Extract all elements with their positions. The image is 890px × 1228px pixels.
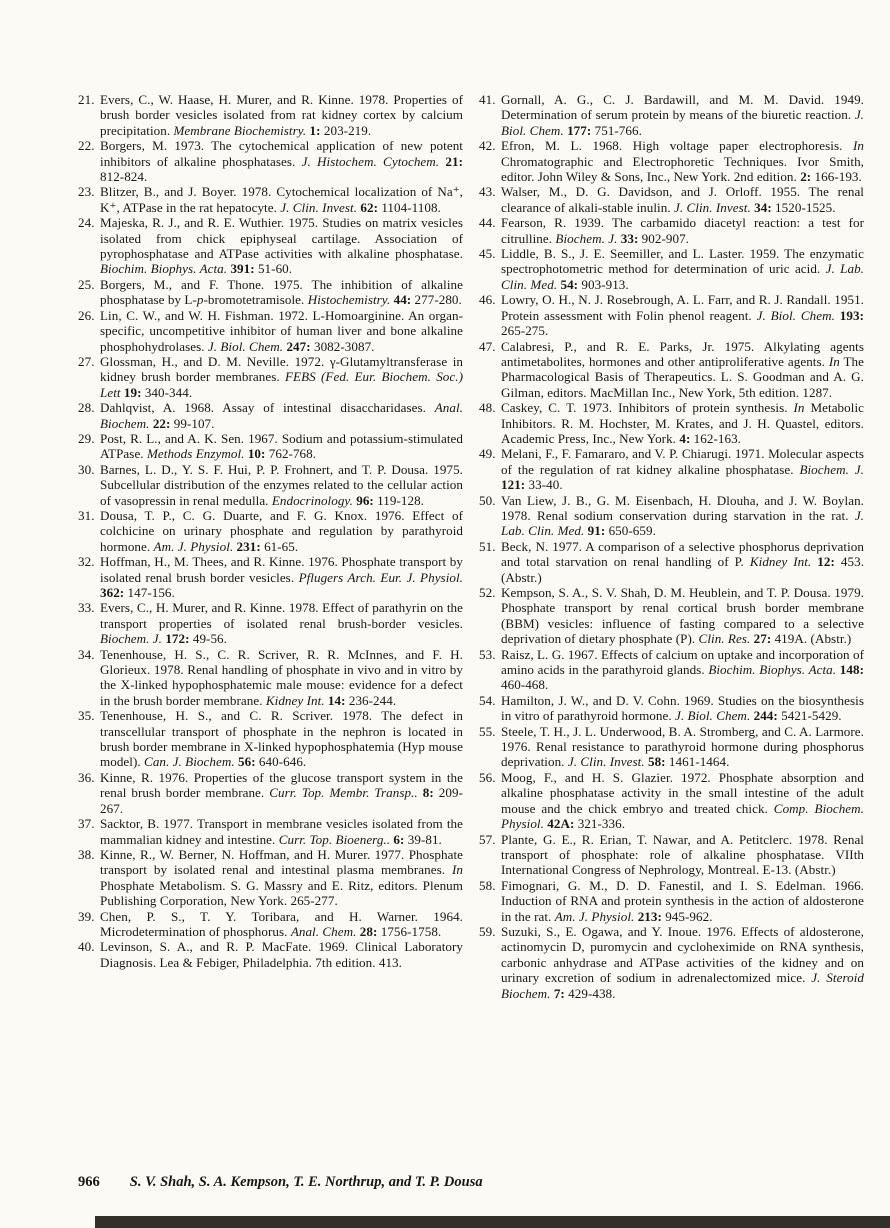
reference-text: Post, R. L., and A. K. Sen. 1967. Sodium and potassium-stimulated ATPase. Methods Enzymol. 10: 762-768. xyxy=(100,430,463,462)
reference-number: 45. xyxy=(479,246,496,262)
reference-item xyxy=(78,215,463,277)
reference-number: 35. xyxy=(78,708,95,724)
reference-item xyxy=(78,184,463,215)
reference-number: 24. xyxy=(78,215,95,231)
reference-number: 42. xyxy=(479,138,496,154)
reference-item xyxy=(479,292,864,338)
reference-item xyxy=(479,246,864,292)
reference-number: 26. xyxy=(78,307,95,323)
reference-item xyxy=(78,462,463,508)
reference-number: 56. xyxy=(479,769,496,785)
reference-item xyxy=(479,539,864,585)
footer-authors: S. V. Shah, S. A. Kempson, T. E. Northrup, and T. P. Dousa xyxy=(129,1174,483,1190)
reference-number: 27. xyxy=(78,353,95,369)
reference-item xyxy=(479,184,864,215)
reference-item xyxy=(479,693,864,724)
reference-number: 22. xyxy=(78,138,95,154)
reference-text: Gornall, A. G., C. J. Bardawill, and M. M. David. 1949. Determination of serum protein by means of the biuretic reaction. J. Biol. Chem. 177: 751-766. xyxy=(501,92,864,138)
reference-item xyxy=(78,431,463,462)
reference-number: 31. xyxy=(78,507,95,523)
reference-text: Kempson, S. A., S. V. Shah, D. M. Heublein, and T. P. Dousa. 1979. Phosphate transport by renal cortical brush border membrane (BBM) vesicles: influence of fasting compared to a selective deprivation of dietary phosphate (P). Clin. Res. 27: 419A. (Abstr.) xyxy=(501,585,864,647)
reference-text: Levinson, S. A., and R. P. MacFate. 1969. Clinical Laboratory Diagnosis. Lea & Febiger, Philadelphia. 7th edition. 413. xyxy=(100,939,463,970)
reference-text: Melani, F., F. Famararo, and V. P. Chiarugi. 1971. Molecular aspects of the regulation of rat kidney alkaline phosphatase. Biochem. J. 121: 33-40. xyxy=(501,446,864,493)
reference-text: Walser, M., D. G. Davidson, and J. Orloff. 1955. The renal clearance of alkali-stable inulin. J. Clin. Invest. 34: 1520-1525. xyxy=(501,184,864,215)
reference-item xyxy=(78,308,463,354)
reference-text: Tenenhouse, H. S., C. R. Scriver, R. R. McInnes, and F. H. Glorieux. 1978. Renal handling of phosphate in vivo and in vitro by the X-linked hypophosphatemic male mouse: evidence for a defect in the brush border membrane. Kidney Int. 14: 236-244. xyxy=(100,646,463,708)
references-column-left xyxy=(78,92,463,970)
reference-number: 57. xyxy=(479,831,496,847)
reference-text: Chen, P. S., T. Y. Toribara, and H. Warner. 1964. Microdetermination of phosphorus. Anal. Chem. 28: 1756-1758. xyxy=(100,908,463,939)
reference-text: Suzuki, S., E. Ogawa, and Y. Inoue. 1976. Effects of aldosterone, actinomycin D, puromycin and cycloheximide on RNA synthesis, carbonic anhydrase and ATPase activities of the kidney and on urinary excretion of sodium in adrenalectomized mice. J. Steroid Biochem. 7: 429-438. xyxy=(501,923,864,1001)
reference-number: 50. xyxy=(479,492,496,508)
reference-text: Tenenhouse, H. S., and C. R. Scriver. 1978. The defect in transcellular transport of phosphate in the nephron is located in brush border membrane in X-linked hypophosphatemia (Hyp mouse model). Can. J. Biochem. 56: 640-646. xyxy=(100,708,463,770)
reference-item xyxy=(78,770,463,816)
reference-number: 47. xyxy=(479,338,496,354)
reference-text: Majeska, R. J., and R. E. Wuthier. 1975. Studies on matrix vesicles isolated from chick epiphyseal cartilage. Association of pyrophosphatase and ATPase activities with alkaline phosphatase. Biochim. Biophys. Acta. 391: 51-60. xyxy=(100,215,463,277)
page-footer xyxy=(78,1174,483,1191)
scan-edge-artifact xyxy=(95,1216,890,1228)
reference-number: 21. xyxy=(78,92,95,107)
reference-item xyxy=(78,508,463,554)
reference-item xyxy=(479,585,864,647)
reference-text: Liddle, B. S., J. E. Seemiller, and L. Laster. 1959. The enzymatic spectrophotometric method for determination of uric acid. J. Lab. Clin. Med. 54: 903-913. xyxy=(501,246,864,292)
reference-text: Fearson, R. 1939. The carbamido diacetyl reaction: a test for citrulline. Biochem. J. 33: 902-907. xyxy=(501,215,864,246)
reference-item xyxy=(479,770,864,832)
reference-item xyxy=(78,400,463,431)
reference-item xyxy=(78,647,463,709)
reference-text: Evers, C., W. Haase, H. Murer, and R. Kinne. 1978. Properties of brush border vesicles isolated from rat kidney cortex by calcium precipitation. Membrane Biochemistry. 1: 203-219. xyxy=(100,92,463,138)
reference-item xyxy=(479,215,864,246)
reference-item xyxy=(78,554,463,600)
reference-text: Hamilton, J. W., and D. V. Cohn. 1969. Studies on the biosynthesis in vitro of parathyroid hormone. J. Biol. Chem. 244: 5421-5429. xyxy=(501,692,864,724)
page-number: 966 xyxy=(78,1174,100,1190)
reference-number: 25. xyxy=(78,276,95,292)
reference-text: Beck, N. 1977. A comparison of a selective phosphorus deprivation and total starvation on renal handling of P. Kidney Int. 12: 453. (Abstr.) xyxy=(501,538,865,585)
reference-item xyxy=(78,816,463,847)
reference-item xyxy=(479,446,864,492)
reference-text: Raisz, L. G. 1967. Effects of calcium on uptake and incorporation of amino acids in the parathyroid glands. Biochim. Biophys. Acta. 148: 460-468. xyxy=(501,646,864,693)
reference-text: Borgers, M. 1973. The cytochemical application of new potent inhibitors of alkaline phosphatases. J. Histochem. Cytochem. 21: 812-824. xyxy=(100,138,463,185)
reference-item xyxy=(479,832,864,878)
reference-number: 59. xyxy=(479,923,496,939)
reference-number: 36. xyxy=(78,769,95,785)
reference-item xyxy=(479,92,864,138)
reference-item xyxy=(479,138,864,184)
reference-text: Lin, C. W., and W. H. Fishman. 1972. L-Homoarginine. An organ-specific, uncompetitive inhibitor of human liver and bone alkaline phosphohydrolases. J. Biol. Chem. 247: 3082-3087. xyxy=(100,307,463,354)
reference-number: 37. xyxy=(78,816,95,832)
reference-number: 34. xyxy=(78,646,95,662)
reference-text: Steele, T. H., J. L. Underwood, B. A. Stromberg, and C. A. Larmore. 1976. Renal resistance to parathyroid hormone during phosphorus deprivation. J. Clin. Invest. 58: 1461-1464. xyxy=(501,723,864,770)
reference-item xyxy=(78,909,463,940)
reference-item xyxy=(78,354,463,400)
reference-number: 38. xyxy=(78,846,95,862)
reference-number: 29. xyxy=(78,430,95,446)
reference-text: Evers, C., H. Murer, and R. Kinne. 1978. Effect of parathyrin on the transport properties of isolated renal brush-border vesicles. Biochem. J. 172: 49-56. xyxy=(100,600,463,647)
reference-number: 28. xyxy=(78,400,95,416)
reference-text: Dahlqvist, A. 1968. Assay of intestinal disaccharidases. Anal. Biochem. 22: 99-107. xyxy=(100,400,463,431)
reference-number: 48. xyxy=(479,400,496,416)
reference-number: 40. xyxy=(78,939,95,955)
reference-item xyxy=(479,924,864,1001)
reference-number: 44. xyxy=(479,215,496,231)
reference-item xyxy=(479,724,864,770)
reference-number: 51. xyxy=(479,538,496,554)
reference-text: Sacktor, B. 1977. Transport in membrane vesicles isolated from the mammalian kidney and intestine. Curr. Top. Bioenerg.. 6: 39-81. xyxy=(100,816,463,847)
reference-number: 39. xyxy=(78,908,95,924)
reference-item xyxy=(78,600,463,646)
reference-text: Kinne, R. 1976. Properties of the glucose transport system in the renal brush border membrane. Curr. Top. Membr. Transp.. 8: 209-267. xyxy=(100,769,464,816)
reference-item xyxy=(78,277,463,308)
reference-text: Borgers, M., and F. Thone. 1975. The inhibition of alkaline phosphatase by L-p-bromotetramisole. Histochemistry. 44: 277-280. xyxy=(100,276,463,308)
reference-item xyxy=(78,847,463,909)
reference-text: Glossman, H., and D. M. Neville. 1972. γ-Glutamyltransferase in kidney brush border membranes. FEBS (Fed. Eur. Biochem. Soc.) Lett 19: 340-344. xyxy=(100,353,463,400)
reference-item xyxy=(78,708,463,770)
reference-text: Kinne, R., W. Berner, N. Hoffman, and H. Murer. 1977. Phosphate transport by isolated renal and intestinal plasma membranes. In Phosphate Metabolism. S. G. Massry and E. Ritz, editors. Plenum Publishing Corporation, New York. 265-277. xyxy=(100,846,463,909)
references-section xyxy=(78,92,864,1001)
reference-text: Calabresi, P., and R. E. Parks, Jr. 1975. Alkylating agents antimetabolites, hormones and other antiproliferative agents. In The Pharmacological Basis of Therapeutics. L. S. Goodman and A. G. Gilman, editors. MacMillan Inc., New York, 5th edition. 1287. xyxy=(501,338,865,400)
reference-number: 33. xyxy=(78,600,95,616)
reference-text: Moog, F., and H. S. Glazier. 1972. Phosphate absorption and alkaline phosphatase activity in the small intestine of the adult mouse and the chick embryo and treated chick. Comp. Biochem. Physiol. 42A: 321-336. xyxy=(501,769,864,832)
reference-item xyxy=(78,939,463,970)
reference-number: 52. xyxy=(479,585,496,600)
reference-number: 30. xyxy=(78,461,95,477)
reference-text: Plante, G. E., R. Erian, T. Nawar, and A. Petitclerc. 1978. Renal transport of phosphate: role of alkaline phosphatase. VIIth International Congress of Nephrology, Montreal. E-13. (Abstr.) xyxy=(501,831,864,878)
reference-text: Barnes, L. D., Y. S. F. Hui, P. P. Frohnert, and T. P. Dousa. 1975. Subcellular distribution of the enzymes related to the cellular action of vasopressin in renal medulla. Endocrinology. 96: 119-128. xyxy=(100,461,463,508)
reference-text: Hoffman, H., M. Thees, and R. Kinne. 1976. Phosphate transport by isolated renal brush border vesicles. Pflugers Arch. Eur. J. Physiol. 362: 147-156. xyxy=(100,554,463,600)
reference-number: 23. xyxy=(78,184,95,200)
reference-text: Van Liew, J. B., G. M. Eisenbach, H. Dlouha, and J. W. Boylan. 1978. Renal sodium conservation during starvation in the rat. J. Lab. Clin. Med. 91: 650-659. xyxy=(501,492,864,539)
reference-number: 43. xyxy=(479,184,496,200)
reference-item xyxy=(78,92,463,138)
reference-number: 46. xyxy=(479,292,496,308)
reference-text: Blitzer, B., and J. Boyer. 1978. Cytochemical localization of Na⁺, K⁺, ATPase in the rat hepatocyte. J. Clin. Invest. 62: 1104-1108. xyxy=(100,184,463,215)
reference-item xyxy=(479,339,864,401)
references-column-right xyxy=(479,92,864,1001)
reference-text: Caskey, C. T. 1973. Inhibitors of protein synthesis. In Metabolic Inhibitors. R. M. Hochster, M. Krates, and J. H. Quastel, editors. Academic Press, Inc., New York. 4: 162-163. xyxy=(501,400,864,446)
reference-text: Efron, M. L. 1968. High voltage paper electrophoresis. In Chromatographic and Electrophoretic Techniques. Ivor Smith, editor. John Wiley & Sons, Inc., New York. 2nd edition. 2: 166-193. xyxy=(501,138,864,185)
reference-text: Lowry, O. H., N. J. Rosebrough, A. L. Farr, and R. J. Randall. 1951. Protein assessment with Folin phenol reagent. J. Biol. Chem. 193: 265-275. xyxy=(501,292,864,339)
reference-text: Fimognari, G. M., D. D. Fanestil, and I. S. Edelman. 1966. Induction of RNA and protein synthesis in the action of aldosterone in the rat. Am. J. Physiol. 213: 945-962. xyxy=(501,877,864,924)
reference-number: 58. xyxy=(479,877,496,893)
reference-item xyxy=(78,138,463,184)
reference-number: 41. xyxy=(479,92,496,107)
reference-number: 53. xyxy=(479,646,496,662)
reference-number: 32. xyxy=(78,554,95,570)
reference-item xyxy=(479,647,864,693)
reference-item xyxy=(479,400,864,446)
reference-item xyxy=(479,878,864,924)
reference-text: Dousa, T. P., C. G. Duarte, and F. G. Knox. 1976. Effect of colchicine on urinary phosphate and regulation by parathyroid hormone. Am. J. Physiol. 231: 61-65. xyxy=(100,507,463,554)
reference-item xyxy=(479,493,864,539)
reference-number: 55. xyxy=(479,723,496,739)
reference-number: 49. xyxy=(479,446,496,462)
reference-number: 54. xyxy=(479,692,496,708)
